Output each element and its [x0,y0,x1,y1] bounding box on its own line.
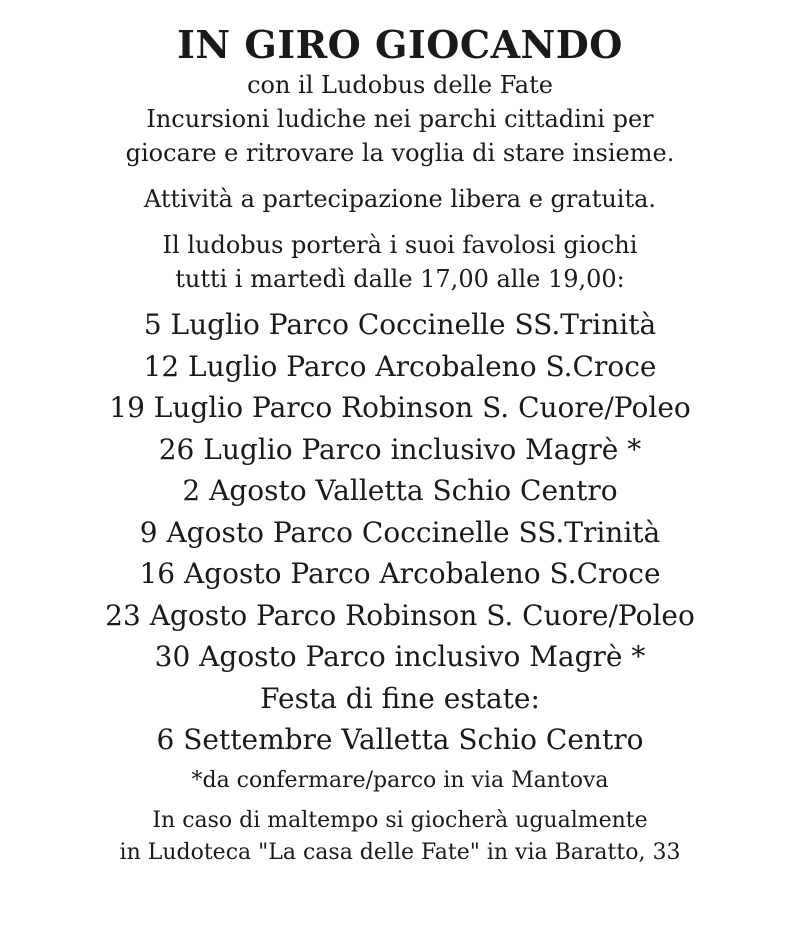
schedule-item: 9 Agosto Parco Coccinelle SS.Trinità [139,515,661,549]
intro-line: Incursioni ludiche nei parchi cittadini per [146,105,654,133]
weather-note [0,805,800,869]
intro-line: con il Ludobus delle Fate [247,71,553,99]
weather-note-line: In caso di maltempo si giocherà ugualmente [152,807,648,833]
schedule-item: 12 Luglio Parco Arcobaleno S.Croce [143,349,657,383]
free-notice: Attività a partecipazione libera e gratuita. [143,185,657,213]
schedule-intro-line: tutti i martedì dalle 17,00 alle 19,00: [175,265,625,293]
schedule-item: 5 Luglio Parco Coccinelle SS.Trinità [143,308,657,341]
schedule-item: 19 Luglio Parco Robinson S. Cuore/Poleo [109,391,691,424]
schedule-item: 23 Agosto Parco Robinson S. Cuore/Poleo [105,598,695,632]
schedule-intro-block [0,228,800,296]
schedule-item: Festa di fine estate: [260,681,540,715]
schedule-intro-line: Il ludobus porterà i suoi favolosi giochi [162,231,638,259]
schedule-item: 2 Agosto Valletta Schio Centro [182,474,618,507]
schedule-item: 16 Agosto Parco Arcobaleno S.Croce [139,557,661,590]
schedule-item: 6 Settembre Valletta Schio Centro [156,723,644,756]
schedule-item: 30 Agosto Parco inclusivo Magrè * [154,640,646,673]
intro-block [0,68,800,170]
flyer-title: IN GIRO GIOCANDO [177,22,623,67]
weather-note-line: in Ludoteca "La casa delle Fate" in via Baratto, 33 [119,839,681,865]
schedule-item: 26 Luglio Parco inclusivo Magrè * [158,432,642,466]
intro-line: giocare e ritrovare la voglia di stare insieme. [125,139,675,167]
footnote: *da confermare/parco in via Mantova [191,767,609,793]
schedule-list [0,304,800,761]
